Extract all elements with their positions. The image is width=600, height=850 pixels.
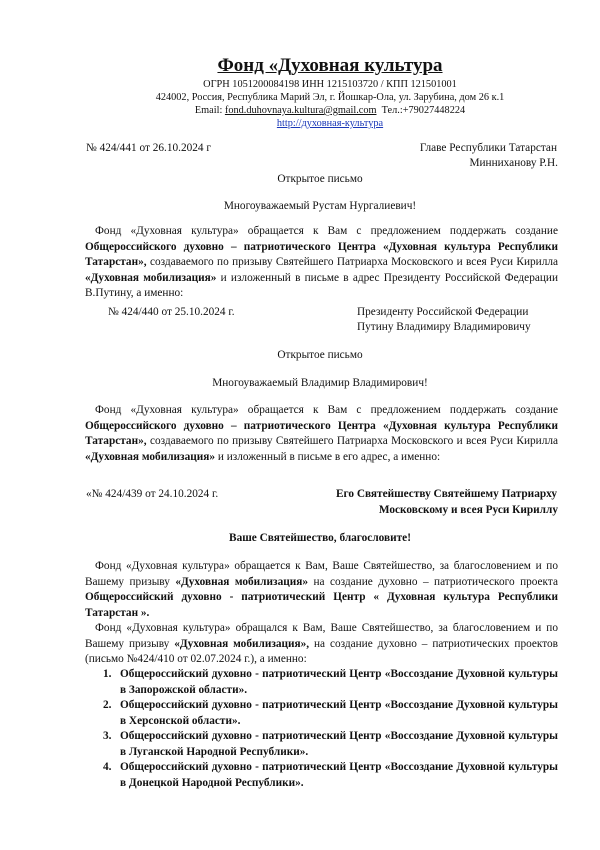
letter3-number: «№ 424/439 от 24.10.2024 г.: [86, 488, 219, 500]
email-label: Email:: [194, 105, 223, 116]
email-link[interactable]: fond.duhovnaya.kultura@gmail.com: [224, 105, 377, 116]
letter3-addressee-line1: Его Святейшеству Святейшему Патриарху: [335, 488, 557, 500]
list-item: 3. Общероссийский духовно - патриотический Центр «Воссоздание Духовной культуры в Луганской Народной Республики».: [103, 730, 558, 758]
phone-number: Тел.:+79027448224: [381, 105, 466, 116]
letter2-addressee-line1: Президенту Российской Федерации: [357, 306, 529, 318]
list-item: 4. Общероссийский духовно - патриотический Центр «Воссоздание Духовной культуры в Донецкой Народной Республики».: [103, 761, 558, 789]
letter1-heading: Открытое письмо: [277, 173, 363, 185]
website-link[interactable]: http://духовная-культура: [276, 118, 384, 129]
letter2-addressee-line2: Путину Владимиру Владимировичу: [357, 321, 531, 333]
letter3-greeting: Ваше Святейшество, благословите!: [229, 532, 411, 544]
letter1-body: Фонд «Духовная культура» обращается к Вам с предложением поддержать создание Общероссийского духовно – патриотического Центра «Духовная культура Республики Татарстан», создаваемого по призыву Святейшего Патриарха Московского и всея Руси Кирилла «Духовная мобилизация» и изложенный в письме в адрес Президенту Российской Федерации В.Путину, а именно:: [85, 225, 558, 299]
projects-list: [85, 667, 558, 791]
letter3-paragraph2: Фонд «Духовная культура» обращался к Вам, Ваше Святейшество, за благословением и по Вашему призыву «Духовная мобилизация», на создание духовно – патриотических проектов (письмо №424/410 от 02.07.2024 г.), а именно:: [85, 622, 558, 665]
list-item: 1. Общероссийский духовно - патриотический Центр «Воссоздание Духовной культуры в Запорожской области».: [103, 668, 558, 696]
letter1-addressee-line2: Минниханову Р.Н.: [469, 157, 558, 169]
registration-numbers: ОГРН 1051200084198 ИНН 1215103720 / КПП 121501001: [203, 79, 457, 90]
letter1-addressee-line1: Главе Республики Татарстан: [419, 142, 557, 154]
letter2-heading: Открытое письмо: [277, 349, 363, 361]
letter3-paragraph1: Фонд «Духовная культура» обращается к Вам, Ваше Святейшество, за благословением и по Вашему призыву «Духовная мобилизация» на создание духовно – патриотического проекта Общероссийский духовно - патриотический Центр « Духовная культура Республики Татарстан ».: [85, 560, 558, 619]
letter1-greeting: Многоуважаемый Рустам Нургалиевич!: [223, 200, 417, 212]
website-line: [0, 118, 600, 129]
organization-title: Фонд «Духовная культура: [217, 55, 443, 76]
list-item: 2. Общероссийский духовно - патриотический Центр «Воссоздание Духовной культуры в Херсонской области».: [103, 699, 558, 727]
letter3-addressee-line2: Московскому и всея Руси Кириллу: [378, 504, 558, 516]
contact-line: [0, 105, 600, 116]
organization-address: 424002, Россия, Республика Марий Эл, г. Йошкар-Ола, ул. Зарубина, дом 26 к.1: [155, 92, 505, 103]
letter2-greeting: Многоуважаемый Владимир Владимирович!: [212, 377, 428, 389]
letter1-number: № 424/441 от 26.10.2024 г: [86, 142, 212, 154]
letter2-number: № 424/440 от 25.10.2024 г.: [108, 306, 235, 318]
letter2-body: Фонд «Духовная культура» обращается к Вам с предложением поддержать создание Общероссийского духовно – патриотического Центра «Духовная культура Республики Татарстан», создаваемого по призыву Святейшего Патриарха Московского и всея Руси Кирилла «Духовная мобилизация» и изложенный в письме в его адрес, а именно:: [85, 404, 558, 463]
